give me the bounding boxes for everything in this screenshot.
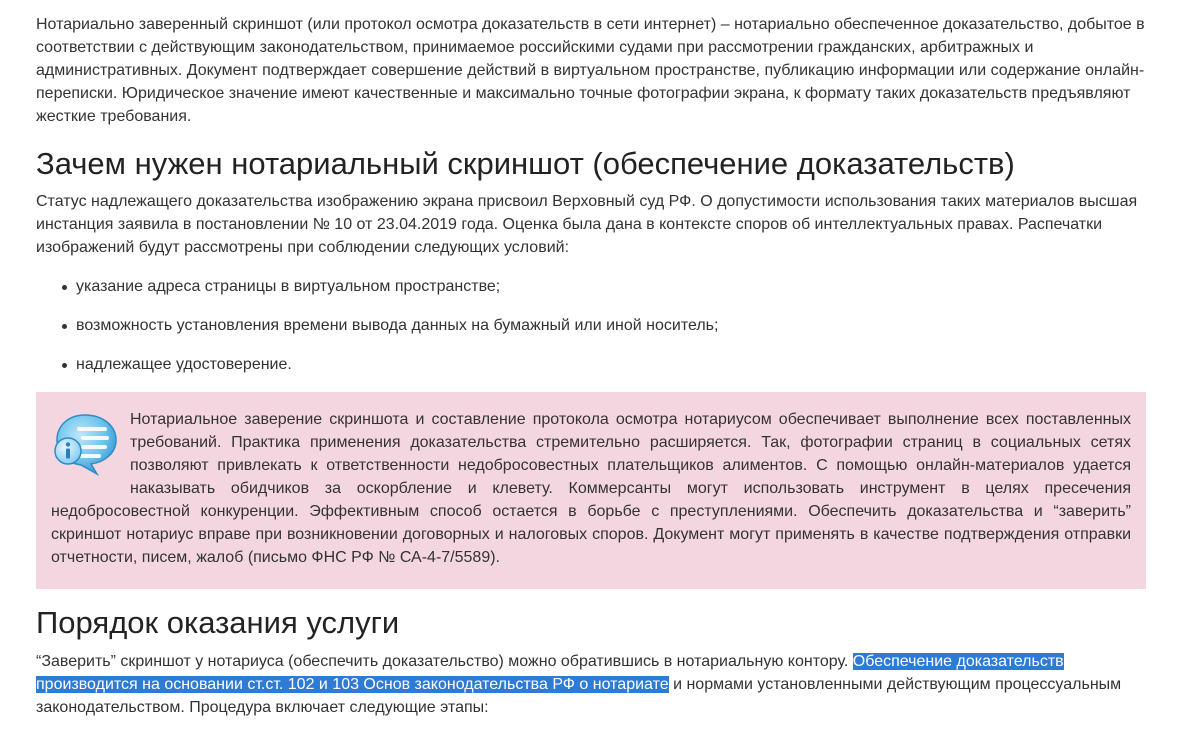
order-text-after: и нормами установленными действующим процессуальным законодательством. Процедура включает следующие этапы: (36, 676, 1122, 716)
conditions-list (60, 275, 718, 392)
heading-service-order: Порядок оказания услуги (36, 605, 400, 640)
info-speech-bubble-icon (51, 409, 121, 479)
heading-why-needed: Зачем нужен нотариальный скриншот (обеспечение доказательств) (36, 146, 1015, 181)
list-item: надлежащее удостоверение. (60, 353, 718, 376)
status-paragraph: Статус надлежащего доказательства изображению экрана присвоил Верховный суд РФ. О допустимости использования таких материалов высшая инстанция заявила в постановлении № 10 от 23.04.2019 года. Оценка была дана в контексте споров об интеллектуальных правах. Распечатки изображений будут рассмотрены при соблюдении следующих условий: (36, 193, 1138, 256)
info-note-box (36, 392, 1146, 589)
list-item: указание адреса страницы в виртуальном пространстве; (60, 275, 718, 298)
list-item: возможность установления времени вывода данных на бумажный или иной носитель; (60, 314, 718, 337)
intro-paragraph: Нотариально заверенный скриншот (или протокол осмотра доказательств в сети интернет) – нотариально обеспеченное доказательство, добытое в соответствии с действующим законодательством, принимаемое российскими судами при рассмотрении гражданских, арбитражных и административных. Документ подтверждает совершение действий в виртуальном пространстве, публикацию информации или содержание онлайн-переписки. Юридическое значение имеют качественные и максимально точные фотографии экрана, к формату таких доказательств предъявляют жесткие требования. (36, 16, 1145, 125)
selected-text-highlight[interactable]: Обеспечение доказательств производится на основании ст.ст. 102 и 103 Основ законодательства РФ о нотариате (36, 653, 1064, 693)
info-note-text: Нотариальное заверение скриншота и составление протокола осмотра нотариусом обеспечивает выполнение всех поставленных требований. Практика применения доказательства стремительно расширяется. Так, фотографии страниц в социальных сетях позволяют привлекать к ответственности недобросовестных плательщиков алиментов. С помощью онлайн-материалов удается наказывать обидчиков за оскорбление и клевету. Коммерсанты могут использовать инструмент в целях пресечения недобросовестной конкуренции. Эффективным способ остается в борьбе с преступлениями. Обеспечить доказательства и “заверить” скриншот нотариус вправе при возникновении договорных и налоговых споров. Документ могут применять в качестве подтверждения отправки отчетности, писем, жалоб (письмо ФНС РФ № СА-4-7/5589). (51, 411, 1131, 566)
order-paragraph (36, 650, 1151, 719)
order-text-before: “Заверить” скриншот у нотариуса (обеспечить доказательство) можно обратившись в нотариальную контору. (36, 653, 853, 670)
